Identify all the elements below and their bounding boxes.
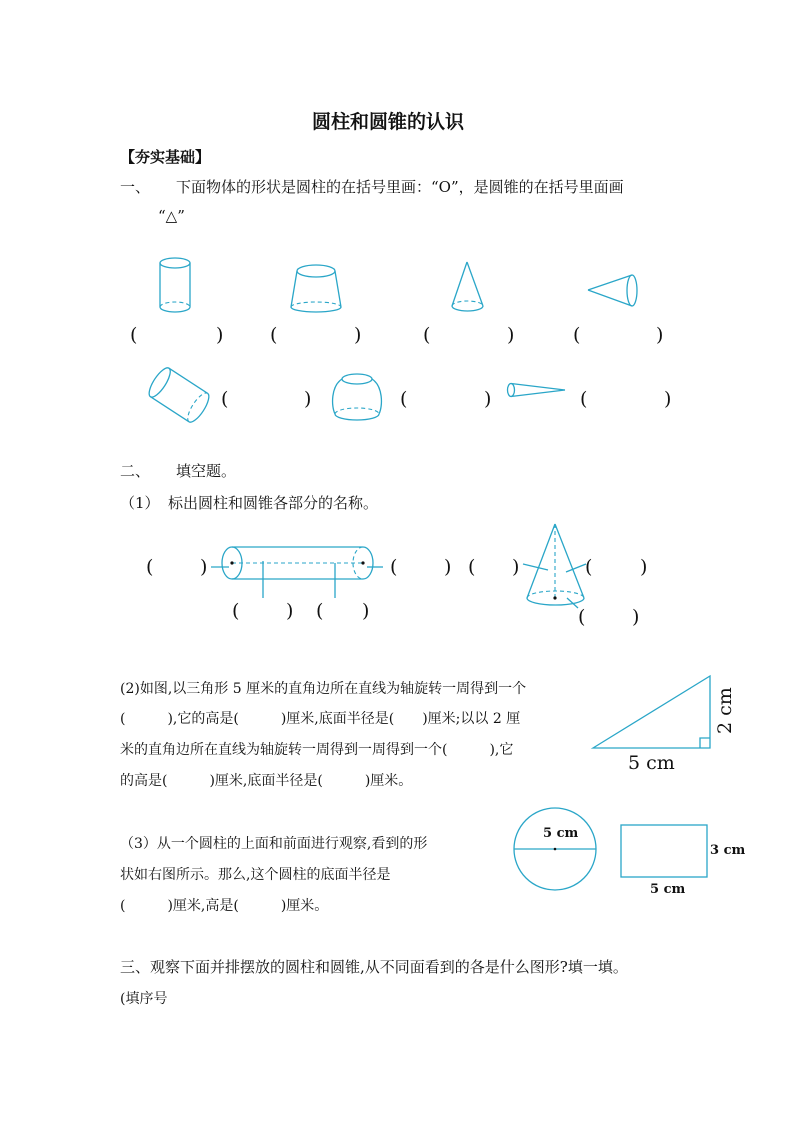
q1-paren-close-4: ) [656,324,664,346]
q2-sub2-line2: ( ),它的高是( )厘米,底面半径是( )厘米;以以 2 厘 [120,711,521,727]
q3-line1: 三、观察下面并排摆放的圆柱和圆锥,从不同面看到的各是什么图形?填一填。 [120,958,628,976]
right-triangle-figure [592,674,712,750]
section-heading-basic: 【夯实基础】 [120,148,211,166]
q1-paren-close-1: ) [216,324,224,346]
q2-paren-close-b: ) [444,556,452,578]
q1-number: 一、 [120,178,151,196]
q1-paren-close-2: ) [354,324,362,346]
rect-height-label: 3 cm [710,843,746,858]
q2-sub1-text: 标出圆柱和圆锥各部分的名称。 [168,494,379,512]
triangle-base-label: 5 cm [628,752,675,774]
q1-paren-open-6: ( [400,388,408,410]
q2-sub2-line1: (2)如图,以三角形 5 厘米的直角边所在直线为轴旋转一周得到一个 [120,681,527,697]
page-title: 圆柱和圆锥的认识 [312,111,465,133]
q2-paren-open-e: ( [232,600,240,622]
q2-paren-open-c: ( [468,556,476,578]
q1-text-line2: “△” [158,207,185,225]
q1-paren-open-7: ( [580,388,588,410]
q2-paren-open-b: ( [390,556,398,578]
q1-paren-open-5: ( [221,388,229,410]
barrel-figure [331,370,383,425]
cylinder-figure-tilted [146,366,212,424]
q2-paren-close-e: ) [286,600,294,622]
q2-sub2-line3: 米的直角边所在直线为轴旋转一周得到一周得到一个( ),它 [120,742,514,758]
q2-heading: 填空题。 [176,462,237,480]
frustum-figure [289,262,345,314]
q3-line2: (填序号 [120,991,168,1007]
q1-paren-open-3: ( [423,324,431,346]
rect-width-label: 5 cm [650,882,686,897]
q2-paren-open-d: ( [585,556,593,578]
q2-number: 二、 [120,462,151,480]
q2-paren-close-a: ) [200,556,208,578]
q2-paren-close-f: ) [362,600,370,622]
q2-paren-open-g: ( [578,606,586,628]
q1-paren-close-6: ) [484,388,492,410]
q2-sub1-number: （1） [120,494,160,512]
q2-paren-close-g: ) [632,606,640,628]
q1-paren-close-7: ) [664,388,672,410]
circle-diameter-label: 5 cm [543,826,579,841]
q1-paren-open-4: ( [573,324,581,346]
front-view-rectangle [620,824,710,880]
triangle-height-label: 2 cm [714,687,736,734]
cone-figure-sideways [586,272,642,310]
q2-sub3-line3: ( )厘米,高是( )厘米。 [120,898,329,914]
q1-paren-open-2: ( [270,324,278,346]
q1-text-line1: 下面物体的形状是圆柱的在括号里画：“O”，是圆锥的在括号里面画 [176,178,624,196]
q2-paren-close-d: ) [640,556,648,578]
q2-paren-close-c: ) [512,556,520,578]
cone-figure-upright [449,260,487,316]
q2-paren-open-a: ( [146,556,154,578]
q2-sub3-line2: 状如右图所示。那么,这个圆柱的底面半径是 [120,867,391,883]
q1-paren-open-1: ( [130,324,138,346]
q2-paren-open-f: ( [316,600,324,622]
q2-sub2-line4: 的高是( )厘米,底面半径是( )厘米。 [120,773,413,789]
q1-paren-close-3: ) [507,324,515,346]
cylinder-figure-1 [158,255,194,317]
cone-figure-thin [505,382,569,400]
q2-sub3-line1: （3）从一个圆柱的上面和前面进行观察,看到的形 [120,836,428,852]
top-view-circle [512,806,598,892]
q1-paren-close-5: ) [304,388,312,410]
